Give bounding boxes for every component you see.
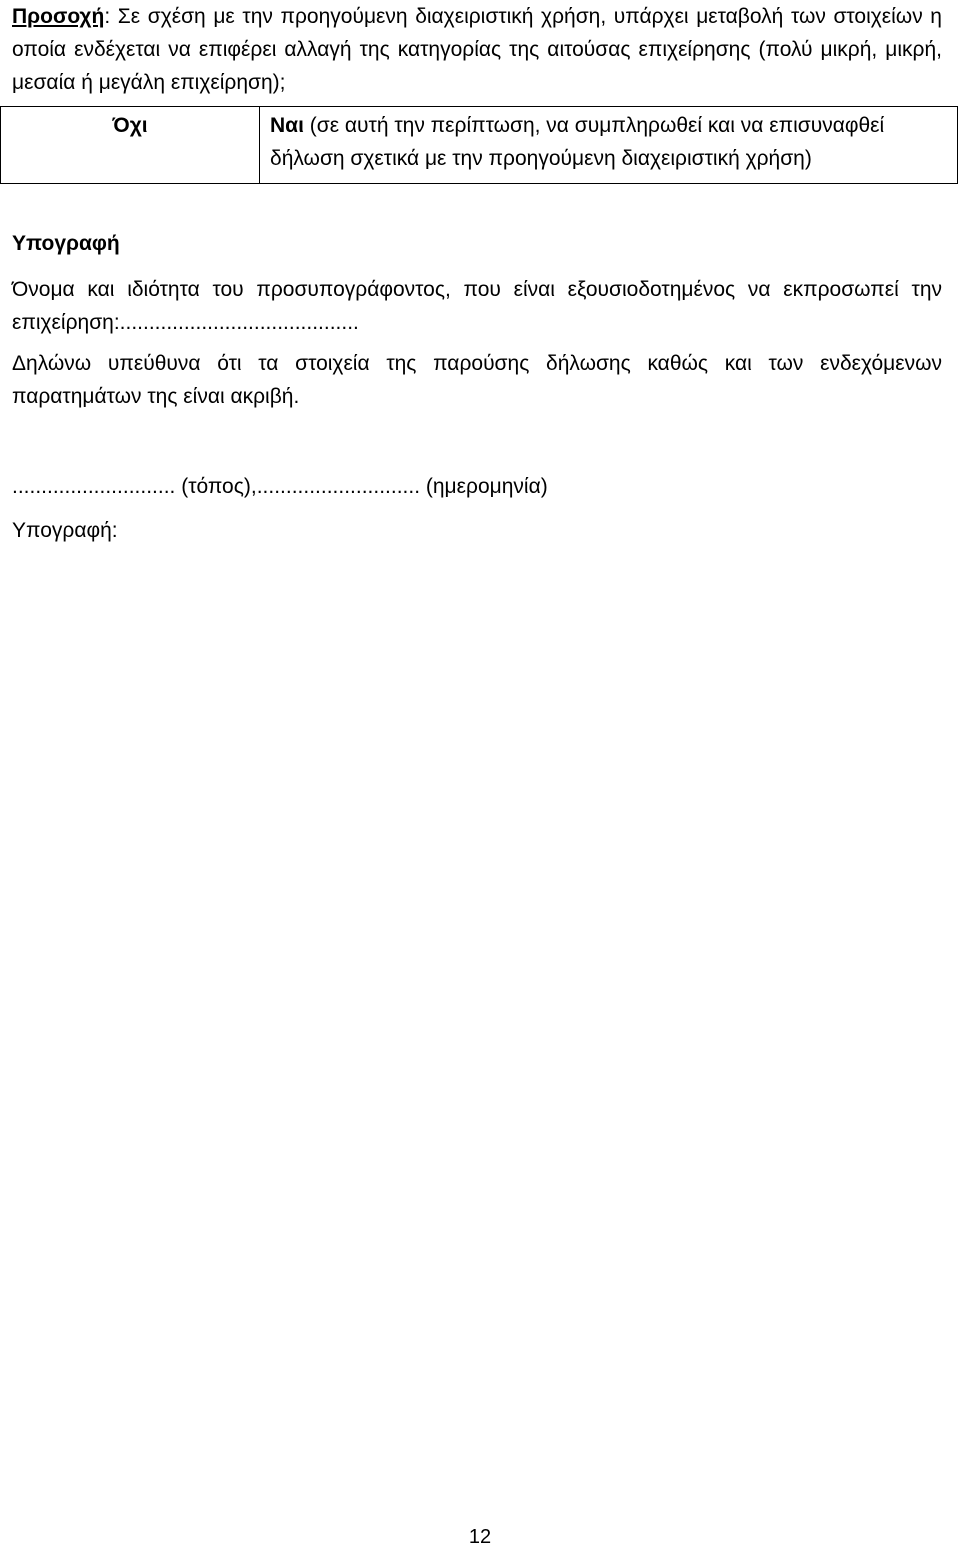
choice-yes-cell: [260, 107, 957, 183]
place-date-line: ............................ (τόπος),............................ (ημερομηνία): [12, 475, 548, 498]
notice-label: Προσοχή: [12, 5, 105, 28]
signatory-name-line: Όνομα και ιδιότητα του προσυπογράφοντος, που είναι εξουσιοδοτημένος να εκπροσωπεί την επιχείρηση:.........................................: [12, 278, 942, 334]
page-number: 12: [468, 1526, 492, 1548]
choice-yes-label: Ναι: [270, 114, 304, 137]
notice-paragraph: [12, 0, 942, 99]
signature-heading: Υπογραφή: [12, 232, 120, 255]
declaration-text: Δηλώνω υπεύθυνα ότι τα στοιχεία της παρούσης δήλωσης καθώς και των ενδεχόμενων παρατημάτων της είναι ακριβή.: [12, 352, 942, 408]
signature-label: Υπογραφή:: [12, 519, 118, 542]
notice-text: : Σε σχέση με την προηγούμενη διαχειριστική χρήση, υπάρχει μεταβολή των στοιχείων η οποία ενδέχεται να επιφέρει αλλαγή της κατηγορίας της αιτούσας επιχείρησης (πολύ μικρή, μικρή, μεσαία ή μεγάλη επιχείρηση);: [12, 5, 942, 94]
choice-yes-note: (σε αυτή την περίπτωση, να συμπληρωθεί και να επισυναφθεί δήλωση σχετικά με την προηγούμενη διαχειριστική χρήση): [270, 114, 885, 170]
choice-no-label: Όχι: [112, 114, 148, 137]
choice-table: [0, 106, 958, 184]
choice-no-cell: [1, 107, 260, 183]
